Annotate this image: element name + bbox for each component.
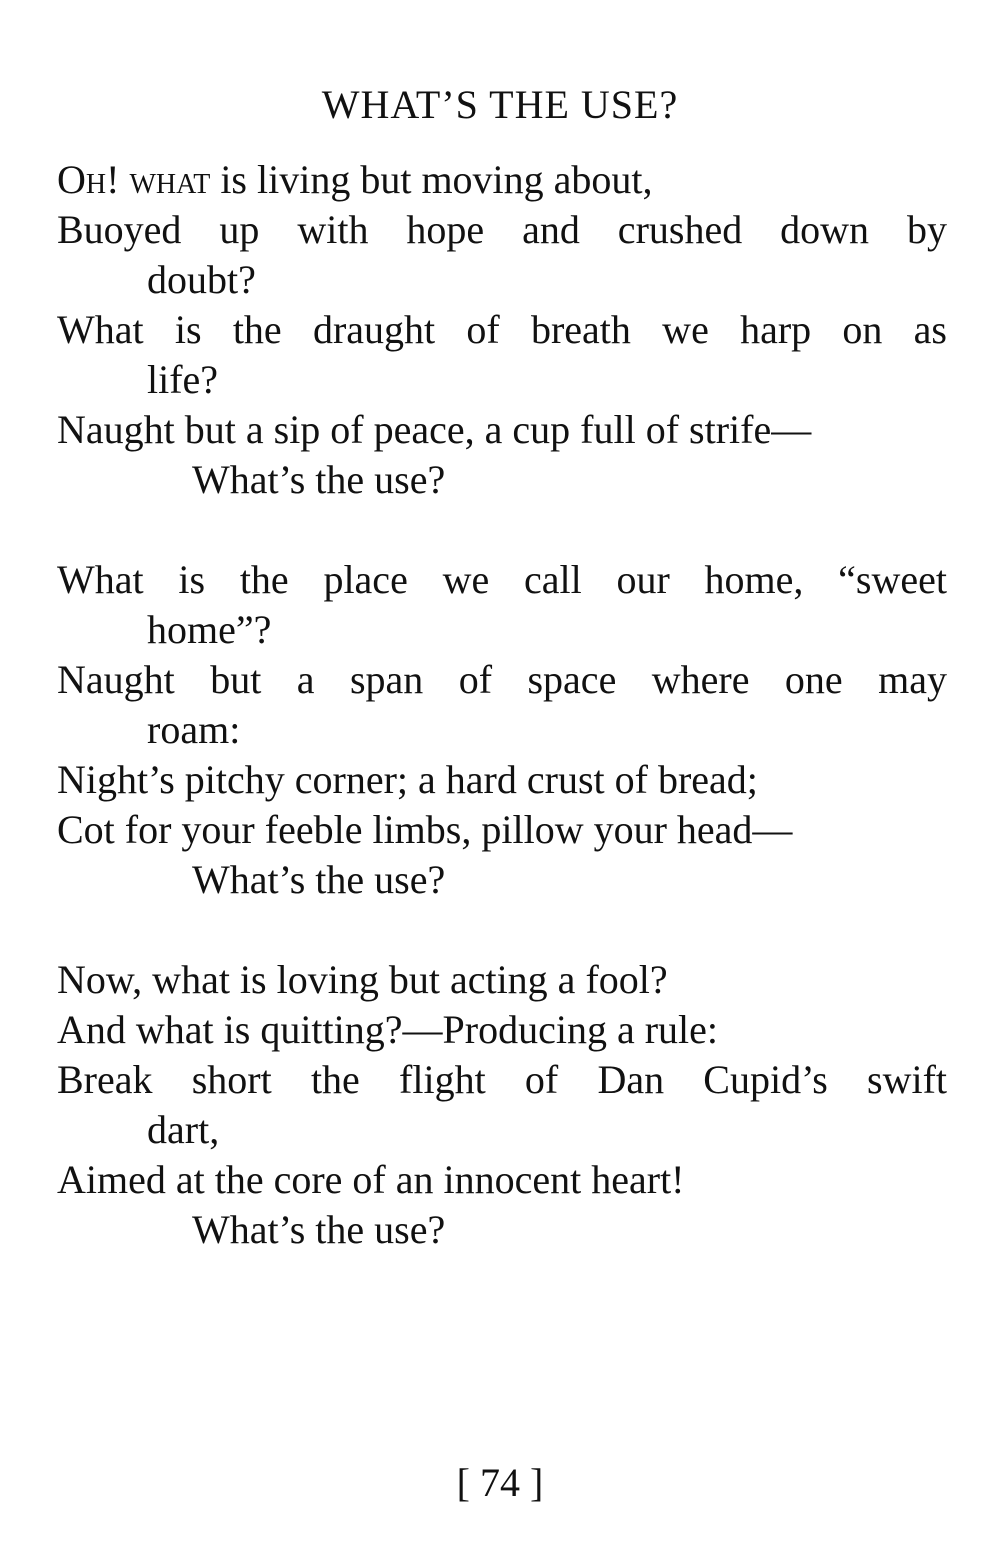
line-fragment: ! — [106, 157, 130, 202]
poem-line-continuation: roam: — [147, 707, 241, 752]
stanza-1 — [57, 155, 947, 505]
poem-line: Night’s pitchy corner; a hard crust of bread; — [57, 757, 758, 802]
poem-line: Naught but a span of space where one may — [57, 657, 947, 702]
stanza-2 — [57, 555, 947, 905]
poem-line: Naught but a sip of peace, a cup full of strife— — [57, 407, 812, 452]
line-fragment: is living but moving about, — [210, 157, 653, 202]
refrain-line: What’s the use? — [192, 857, 446, 902]
poem-line-continuation: dart, — [147, 1107, 220, 1152]
poem-body — [57, 155, 947, 1305]
poem-line: Break short the flight of Dan Cupid’s swift — [57, 1057, 947, 1102]
poem-line: Aimed at the core of an innocent heart! — [57, 1157, 685, 1202]
refrain-line: What’s the use? — [192, 1207, 446, 1252]
poem-line — [57, 155, 947, 205]
poem-line-continuation: life? — [147, 357, 219, 402]
poem-line-continuation: doubt? — [147, 257, 256, 302]
poem-line: And what is quitting?—Producing a rule: — [57, 1007, 719, 1052]
page-number: [ 74 ] — [456, 1460, 544, 1505]
poem-line: Cot for your feeble limbs, pillow your head— — [57, 807, 793, 852]
refrain-line: What’s the use? — [192, 457, 446, 502]
poem-line-continuation: home”? — [147, 607, 272, 652]
small-caps-word: what — [129, 157, 211, 202]
poem-line: Buoyed up with hope and crushed down by — [57, 207, 947, 252]
poem-line: What is the draught of breath we harp on as — [57, 307, 947, 352]
poem-line: What is the place we call our home, “sweet — [57, 557, 947, 602]
poem-line: Now, what is loving but acting a fool? — [57, 957, 668, 1002]
poem-title: WHAT’S THE USE? — [321, 82, 679, 127]
stanza-3 — [57, 955, 947, 1255]
drop-word: Oh — [57, 157, 107, 202]
